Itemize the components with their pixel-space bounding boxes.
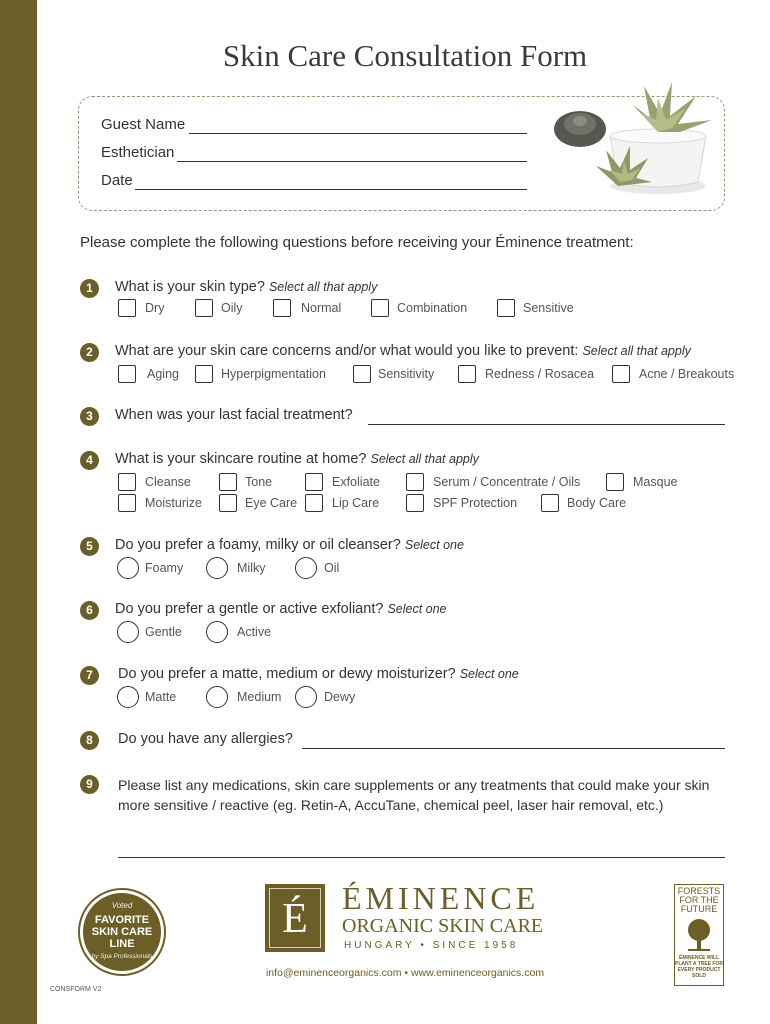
forests-for-the-future-logo (674, 884, 724, 986)
date-field[interactable] (135, 189, 527, 190)
esthetician-field[interactable] (177, 161, 527, 162)
option-oily: Oily (221, 301, 243, 315)
checkbox-eye-care[interactable] (219, 494, 237, 512)
allergies-field[interactable] (302, 748, 725, 749)
checkbox-lip-care[interactable] (305, 494, 323, 512)
checkbox-oily[interactable] (195, 299, 213, 317)
question-4-text (115, 451, 479, 467)
checkbox-serum[interactable] (406, 473, 424, 491)
favorite-skin-care-badge (80, 890, 164, 974)
option-exfoliate: Exfoliate (332, 475, 380, 489)
question-2-number: 2 (80, 343, 99, 362)
radio-medium[interactable] (206, 686, 228, 708)
question-1-text (115, 279, 377, 295)
brand-name: ÉMINENCE (342, 880, 540, 916)
radio-dewy[interactable] (295, 686, 317, 708)
brand-origin: HUNGARY • SINCE 1958 (344, 940, 519, 951)
option-dewy: Dewy (324, 690, 356, 704)
option-oil: Oil (324, 561, 340, 575)
option-foamy: Foamy (145, 561, 184, 575)
checkbox-aging[interactable] (118, 365, 136, 383)
badge-bottom: by Spa Professionals (91, 953, 153, 960)
question-6-text (115, 601, 447, 617)
question-4-number: 4 (80, 451, 99, 470)
checkbox-cleanse[interactable] (118, 473, 136, 491)
option-active: Active (237, 625, 272, 639)
radio-oil[interactable] (295, 557, 317, 579)
radio-gentle[interactable] (117, 621, 139, 643)
page-title: Skin Care Consultation Form (222, 38, 588, 73)
question-8-number: 8 (80, 731, 99, 750)
option-body-care: Body Care (567, 496, 627, 510)
question-8-text: Do you have any allergies? (118, 731, 293, 747)
forests-pledge: ÉMINENCE WILL PLANT A TREE FOR EVERY PRODUCT SOLD (675, 955, 723, 979)
option-moisturize: Moisturize (145, 496, 202, 510)
question-9-number: 9 (80, 775, 99, 794)
question-1-hint: Select all that apply (268, 280, 378, 294)
option-lip-care: Lip Care (332, 496, 380, 510)
question-2-text (115, 343, 691, 359)
option-tone: Tone (245, 475, 273, 489)
checkbox-tone[interactable] (219, 473, 237, 491)
option-normal: Normal (301, 301, 342, 315)
question-2-label: What are your skin care concerns and/or what would you like to prevent: (115, 343, 579, 359)
radio-active[interactable] (206, 621, 228, 643)
question-6-label: Do you prefer a gentle or active exfoliant? (115, 601, 384, 617)
question-1-label: What is your skin type? (115, 279, 265, 295)
left-accent-stripe (0, 0, 37, 1024)
contact-info: info@eminenceorganics.com • www.eminenceorganics.com (265, 967, 545, 979)
option-aging: Aging (147, 367, 179, 381)
succulent-plants-image (540, 74, 725, 202)
option-eye-care: Eye Care (245, 496, 298, 510)
option-milky: Milky (237, 561, 266, 575)
esthetician-label: Esthetician (101, 144, 175, 161)
eminence-logo-mark (265, 884, 325, 952)
question-7-label: Do you prefer a matte, medium or dewy moisturizer? (118, 666, 456, 682)
logo-letter: É (269, 888, 321, 948)
guest-name-label: Guest Name (101, 116, 186, 133)
question-2-hint: Select all that apply (582, 344, 691, 358)
badge-main: FAVORITE SKIN CARE LINE (91, 914, 153, 950)
option-masque: Masque (633, 475, 678, 489)
checkbox-moisturize[interactable] (118, 494, 136, 512)
option-dry: Dry (145, 301, 165, 315)
checkbox-hyperpigmentation[interactable] (195, 365, 213, 383)
forests-title: FORESTS FOR THE FUTURE (677, 886, 721, 914)
option-sensitive: Sensitive (523, 301, 574, 315)
question-5-hint: Select one (404, 538, 464, 552)
badge-voted: Voted (111, 901, 133, 910)
option-medium: Medium (237, 690, 282, 704)
brand-subtitle: ORGANIC SKIN CARE (342, 915, 544, 937)
checkbox-body-care[interactable] (541, 494, 559, 512)
question-9-text: Please list any medications, skin care supplements or any treatments that could make your skin more sensitive / reactive (eg. Retin-A, AccuTane, chemical peel, laser hair removal, etc.) (118, 777, 710, 813)
last-facial-field[interactable] (368, 424, 725, 425)
checkbox-spf-protection[interactable] (406, 494, 424, 512)
question-7-number: 7 (80, 666, 99, 685)
tree-icon (684, 918, 714, 952)
question-3-number: 3 (80, 407, 99, 426)
medications-field[interactable] (118, 857, 725, 858)
option-gentle: Gentle (145, 625, 182, 639)
checkbox-exfoliate[interactable] (305, 473, 323, 491)
guest-name-field[interactable] (189, 133, 527, 134)
question-6-number: 6 (80, 601, 99, 620)
question-6-hint: Select one (387, 602, 447, 616)
option-spf-protection: SPF Protection (433, 496, 518, 510)
checkbox-redness-rosacea[interactable] (458, 365, 476, 383)
esthetician-row (101, 144, 174, 161)
question-5-text (115, 537, 464, 553)
checkbox-sensitive[interactable] (497, 299, 515, 317)
question-7-hint: Select one (459, 667, 519, 681)
option-sensitivity: Sensitivity (378, 367, 435, 381)
radio-milky[interactable] (206, 557, 228, 579)
question-1-number: 1 (80, 279, 99, 298)
intro-text: Please complete the following questions before receiving your Éminence treatment: (80, 234, 634, 251)
option-redness-rosacea: Redness / Rosacea (485, 367, 595, 381)
question-4-hint: Select all that apply (370, 452, 479, 466)
option-acne-breakouts: Acne / Breakouts (639, 367, 735, 381)
checkbox-acne-breakouts[interactable] (612, 365, 630, 383)
checkbox-combination[interactable] (371, 299, 389, 317)
radio-foamy[interactable] (117, 557, 139, 579)
guest-name-row (101, 116, 185, 133)
checkbox-normal[interactable] (273, 299, 291, 317)
option-combination: Combination (397, 301, 468, 315)
option-matte: Matte (145, 690, 177, 704)
date-row (101, 172, 133, 189)
question-4-label: What is your skincare routine at home? (115, 451, 367, 467)
question-5-number: 5 (80, 537, 99, 556)
form-code: CONSFORM V2 (50, 986, 102, 993)
option-serum: Serum / Concentrate / Oils (433, 475, 581, 489)
question-3-text: When was your last facial treatment? (115, 407, 353, 423)
option-hyperpigmentation: Hyperpigmentation (221, 367, 326, 381)
question-5-label: Do you prefer a foamy, milky or oil cleanser? (115, 537, 401, 553)
date-label: Date (101, 172, 133, 189)
radio-matte[interactable] (117, 686, 139, 708)
checkbox-masque[interactable] (606, 473, 624, 491)
question-7-text (118, 666, 519, 682)
checkbox-sensitivity[interactable] (353, 365, 371, 383)
option-cleanse: Cleanse (145, 475, 191, 489)
checkbox-dry[interactable] (118, 299, 136, 317)
